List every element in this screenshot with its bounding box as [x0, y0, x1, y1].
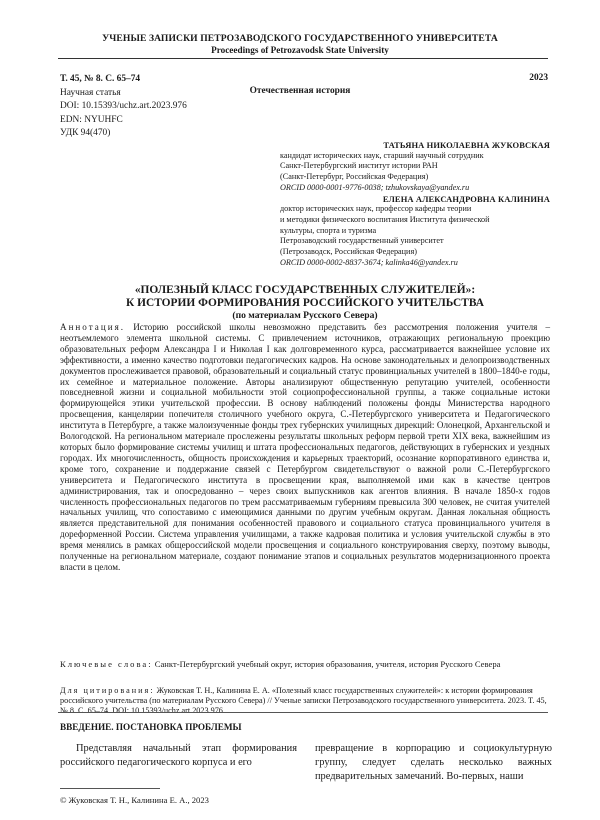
author-affiliation-line: и методики физического воспитания Института физической [280, 214, 490, 224]
journal-subtitle: Proceedings of Petrozavodsk State University [211, 45, 389, 55]
author-name: ЕЛЕНА АЛЕКСАНДРОВНА КАЛИНИНА [382, 193, 550, 204]
header-divider [58, 58, 548, 59]
author-affiliation-line: (Петрозаводск, Российская Федерация) [280, 247, 417, 257]
author-1 [280, 140, 550, 194]
article-type: Научная статья [60, 87, 121, 98]
author-2 [280, 194, 550, 269]
author-affiliation-line: культуры, спорта и туризма [280, 225, 377, 235]
article-title [60, 284, 550, 322]
author-orcid-email[interactable]: ORCID 0000-0002-8837-3674; kalinka46@yandex.ru [280, 257, 458, 267]
author-affiliation-line: доктор исторических наук, профессор кафедры теории [280, 204, 472, 214]
author-affiliation-line: Петрозаводский государственный университет [280, 236, 444, 246]
volume-issue-pages: Т. 45, № 8. С. 65–74 [60, 74, 141, 84]
section-heading: ВВЕДЕНИЕ. ПОСТАНОВКА ПРОБЛЕМЫ [60, 722, 242, 732]
body-paragraph: превращение в корпорацию и социокультурную группу, следует сделать несколько важных предварительных замечаний. Во-первых, наши [315, 743, 552, 782]
body-column-right [315, 742, 552, 784]
footnote-divider [60, 788, 160, 789]
abstract-text: Историю российской школы невозможно представить без рассмотрения положения учителя – неотъемлемого элемента школьной системы. С привлечением источников, отражающих региональную проекцию образовательных реформ Александра I и Николая I как долговременного курса, рассматривается важнейшее условие их эффективности, а именно качество подготовки педагогических кадров. На основе законодательных и делопроизводственных документов прослеживается правовой, образовательный и социальный статус провинциальных учителей в 1800–1840-е годы, их семейное и материальное положение. Авторы анализируют общественную репутацию учителей, особенности повседневной жизни и социальной мобильности этой социопрофессиональной группы, а также социальные истоки формирующейся этики учительской профессии. В основу наблюдений положены фонды Министерства народного просвещения, канцелярии попечителя столичного учебного округа, С.-Петербургского университета и Педагогического института в Петербурге, а также малоизученные фонды трех губернских училищных дирекций: Олонецкой, Архангельской и Вологодской. На региональном материале прослежены результаты школьных реформ первой трети XIX века, важнейшим из которых было формирование системы училищ и штата профессиональных педагогов, действующих в губернских и уездных городах. Их многочисленность, общность происхождения и карьерных траекторий, осознание корпоративного единства и, кроме того, сохранение и поддержание связей с Петербургом свидетельствуют о важной роли С.-Петербургского университета и Педагогического института в просвещении края, выполняемой ими как в качестве центров администрирования, так и опосредованно – через своих выпускников как агентов влияния. В начале 1850-х годов численность профессиональных педагогов по трем рассматриваемым губерниям превысила 300 человек, не считая учителей начальных училищ, что сопоставимо с имеющимися данными по другим учебным округам. Данная локальная общность является представительной для понимания особенностей правового и социального статуса провинциального учителя в дореформенной России. Система управления училищами, а также кадровая политика и условия учительской службы в это время менялись в рамках общероссийской модели просвещения и социального конструирования сверху, поэтому выводы, полученные на региональном материале, создают понимание этапов и социальных результатов модернизационного проекта власти в целом. [60, 322, 550, 572]
copyright: © Жуковская Т. Н., Калинина Е. А., 2023 [60, 795, 209, 805]
publication-year: 2023 [529, 73, 548, 83]
keywords [60, 659, 550, 669]
abstract-label: Аннотация. [60, 322, 126, 332]
body-divider [58, 712, 548, 713]
keywords-label: Ключевые слова: [60, 659, 153, 669]
title-line-2: К ИСТОРИИ ФОРМИРОВАНИЯ РОССИЙСКОГО УЧИТЕЛЬСТВА [126, 297, 484, 309]
title-line-1: «ПОЛЕЗНЫЙ КЛАСС ГОСУДАРСТВЕННЫХ СЛУЖИТЕЛЕЙ»: [134, 284, 476, 296]
journal-title: УЧЕНЫЕ ЗАПИСКИ ПЕТРОЗАВОДСКОГО ГОСУДАРСТВЕННОГО УНИВЕРСИТЕТА [102, 33, 498, 44]
authors-block [280, 140, 550, 268]
edn: EDN: NYUHFC [60, 114, 123, 125]
abstract [60, 322, 550, 573]
author-orcid-email[interactable]: ORCID 0000-0001-9776-0038; tzhukovskaya@yandex.ru [280, 182, 470, 192]
section-name: Отечественная история [249, 86, 351, 96]
body-column-left [60, 742, 297, 770]
citation-text: Жуковская Т. Н., Калинина Е. А. «Полезный класс государственных служителей»: к истории формирования российского учительства (по материалам Русского Севера) // Ученые записки Петрозаводского государственного университета. 2023. Т. 45, № 8. С. 65–74. DOI: 10.15393/uchz.art.2023.976 [60, 686, 547, 715]
author-affiliation-line: (Санкт-Петербург, Российская Федерация) [280, 172, 429, 182]
article-meta [60, 73, 187, 141]
udk: УДК 94(470) [60, 128, 111, 139]
body-paragraph: Представляя начальный этап формирования российского педагогического корпуса и его [60, 743, 297, 768]
author-affiliation-line: Санкт-Петербургский институт истории РАН [280, 161, 438, 171]
keywords-text: Санкт-Петербургский учебный округ, история образования, учителя, история Русского Севера [154, 659, 501, 669]
title-line-3: (по материалам Русского Севера) [232, 310, 378, 321]
author-name: ТАТЬЯНА НИКОЛАЕВНА ЖУКОВСКАЯ [383, 140, 550, 150]
citation-label: Для цитирования: [60, 686, 155, 695]
author-affiliation-line: кандидат исторических наук, старший научный сотрудник [280, 150, 484, 160]
doi[interactable]: DOI: 10.15393/uchz.art.2023.976 [60, 101, 187, 112]
